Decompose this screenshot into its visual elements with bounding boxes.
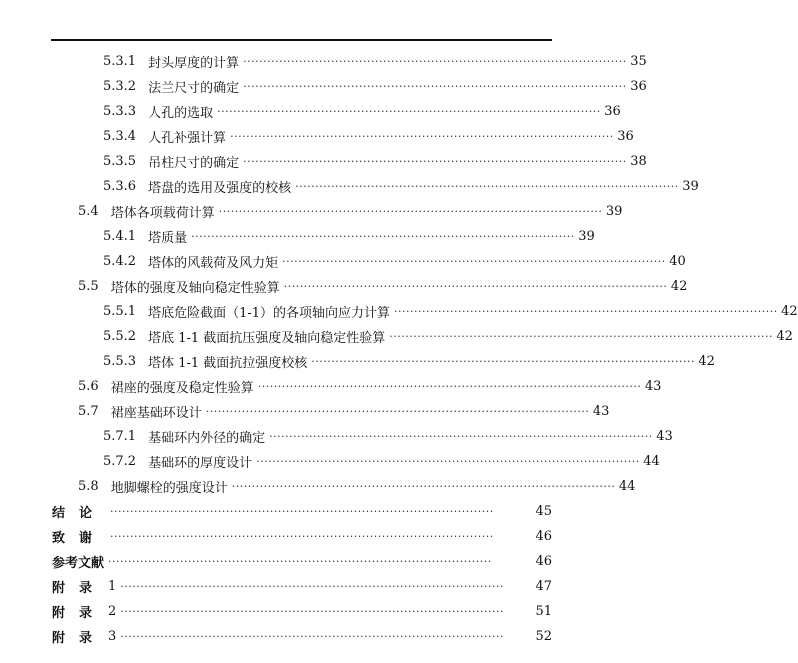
toc-entry-appendix-3[interactable] xyxy=(0,624,585,649)
toc-number: 5.3.5 xyxy=(103,154,137,169)
toc-number: 5.3.4 xyxy=(103,129,137,144)
toc-page: 44 xyxy=(643,454,660,469)
toc-entry-5-5-2[interactable] xyxy=(0,324,793,349)
toc-suffix: 1 xyxy=(108,579,117,594)
toc-page: 42 xyxy=(781,304,798,319)
toc-page: 42 xyxy=(670,279,688,294)
toc-page: 47 xyxy=(535,579,552,594)
toc-title: 法兰尺寸的确定 xyxy=(148,81,240,96)
toc-title: 结论 xyxy=(52,506,107,521)
toc-entry-5-3-1[interactable] xyxy=(0,49,647,74)
toc-title: 塔体各项载荷计算 xyxy=(110,206,215,221)
dot-leader: ································································································ xyxy=(311,355,695,368)
toc-page: 36 xyxy=(604,104,621,119)
toc-suffix: 3 xyxy=(108,629,117,644)
dot-leader: ································································································ xyxy=(283,280,668,293)
dot-leader: ································································································ xyxy=(205,405,590,418)
toc-entry-5-3-6[interactable] xyxy=(0,174,699,199)
toc-title: 附录 xyxy=(52,606,107,621)
toc-entry-5-3-2[interactable] xyxy=(0,74,647,99)
toc-number: 5.7.2 xyxy=(103,454,137,469)
dot-leader: ································································································ xyxy=(256,455,640,468)
dot-leader: ································································································ xyxy=(110,530,494,543)
dot-leader: ································································································ xyxy=(218,205,603,218)
toc-number: 5.4.1 xyxy=(103,229,137,244)
dot-leader: ································································································ xyxy=(282,255,666,268)
toc-page: 39 xyxy=(578,229,595,244)
toc-page: 42 xyxy=(698,354,715,369)
toc-entry-conclusion[interactable] xyxy=(0,499,585,524)
toc-entry-5-6[interactable] xyxy=(0,374,662,399)
toc-number: 5.7 xyxy=(78,404,99,419)
toc-title: 人孔的选取 xyxy=(148,106,214,121)
dot-leader: ································································································ xyxy=(191,230,575,243)
toc-page: 43 xyxy=(656,429,673,444)
dot-leader: ································································································ xyxy=(257,380,642,393)
toc-number: 5.5.2 xyxy=(103,329,137,344)
toc-title: 裙座基础环设计 xyxy=(110,406,202,421)
toc-title: 塔底 1-1 截面抗压强度及轴向稳定性验算 xyxy=(148,331,386,346)
toc-entry-references[interactable] xyxy=(0,549,585,574)
dot-leader: ································································································ xyxy=(243,80,627,93)
toc-number: 5.5 xyxy=(78,279,99,294)
table-of-contents xyxy=(0,49,798,649)
toc-page: 43 xyxy=(644,379,662,394)
toc-title: 塔体 1-1 截面抗拉强度校核 xyxy=(148,356,308,371)
toc-title: 塔盘的选用及强度的校核 xyxy=(148,181,292,196)
dot-leader: ································································································ xyxy=(389,330,773,343)
toc-entry-5-5-3[interactable] xyxy=(0,349,715,374)
toc-title: 地脚螺栓的强度设计 xyxy=(110,481,228,496)
toc-entry-appendix-1[interactable] xyxy=(0,574,585,599)
toc-page: 44 xyxy=(618,479,636,494)
dot-leader: ································································································ xyxy=(120,630,504,643)
toc-page: 42 xyxy=(776,329,793,344)
dot-leader: ································································································ xyxy=(269,430,653,443)
toc-title: 附录 xyxy=(52,631,107,646)
toc-page: 43 xyxy=(592,404,610,419)
toc-number: 5.3.1 xyxy=(103,54,137,69)
toc-page: 35 xyxy=(630,54,647,69)
toc-title: 吊柱尺寸的确定 xyxy=(148,156,240,171)
toc-page: 38 xyxy=(630,154,647,169)
toc-entry-5-7-2[interactable] xyxy=(0,449,660,474)
toc-page: 46 xyxy=(535,554,552,569)
toc-entry-5-5[interactable] xyxy=(0,274,688,299)
toc-page: 51 xyxy=(535,604,552,619)
toc-entry-5-8[interactable] xyxy=(0,474,636,499)
toc-title: 基础环的厚度设计 xyxy=(148,456,253,471)
toc-title: 塔质量 xyxy=(148,231,188,246)
toc-entry-5-5-1[interactable] xyxy=(0,299,798,324)
toc-number: 5.3.2 xyxy=(103,79,137,94)
toc-entry-5-3-4[interactable] xyxy=(0,124,634,149)
toc-entry-5-3-5[interactable] xyxy=(0,149,647,174)
toc-entry-5-7-1[interactable] xyxy=(0,424,673,449)
toc-page: 45 xyxy=(535,504,552,519)
dot-leader: ································································································ xyxy=(120,605,504,618)
dot-leader: ································································································ xyxy=(110,505,494,518)
toc-number: 5.5.3 xyxy=(103,354,137,369)
dot-leader: ································································································ xyxy=(120,580,504,593)
toc-page: 39 xyxy=(605,204,623,219)
toc-page: 39 xyxy=(682,179,699,194)
toc-entry-5-7[interactable] xyxy=(0,399,610,424)
toc-entry-appendix-2[interactable] xyxy=(0,599,585,624)
dot-leader: ································································································ xyxy=(295,180,679,193)
dot-leader: ································································································ xyxy=(243,55,627,68)
dot-leader: ································································································ xyxy=(230,130,614,143)
toc-suffix: 2 xyxy=(108,604,117,619)
toc-page: 36 xyxy=(617,129,634,144)
toc-title: 塔体的风载荷及风力矩 xyxy=(148,256,279,271)
toc-number: 5.4 xyxy=(78,204,99,219)
toc-title: 附录 xyxy=(52,581,107,596)
toc-title: 塔底危险截面（1-1）的各项轴向应力计算 xyxy=(148,306,391,321)
dot-leader: ································································································ xyxy=(108,555,492,568)
toc-number: 5.4.2 xyxy=(103,254,137,269)
toc-page: 36 xyxy=(630,79,647,94)
toc-entry-5-4-2[interactable] xyxy=(0,249,686,274)
toc-number: 5.7.1 xyxy=(103,429,137,444)
toc-entry-5-4-1[interactable] xyxy=(0,224,595,249)
toc-page: 52 xyxy=(535,629,552,644)
toc-title: 封头厚度的计算 xyxy=(148,56,240,71)
dot-leader: ································································································ xyxy=(394,305,778,318)
toc-entry-5-4[interactable] xyxy=(0,199,623,224)
toc-entry-acknowledgement[interactable] xyxy=(0,524,585,549)
dot-leader: ································································································ xyxy=(243,155,627,168)
toc-number: 5.5.1 xyxy=(103,304,137,319)
toc-title: 基础环内外径的确定 xyxy=(148,431,266,446)
toc-title: 致谢 xyxy=(52,531,107,546)
dot-leader: ································································································ xyxy=(217,105,601,118)
toc-page: 40 xyxy=(669,254,686,269)
toc-number: 5.3.3 xyxy=(103,104,137,119)
toc-title: 人孔补强计算 xyxy=(148,131,227,146)
toc-entry-5-3-3[interactable] xyxy=(0,99,621,124)
toc-number: 5.3.6 xyxy=(103,179,137,194)
toc-title: 裙座的强度及稳定性验算 xyxy=(110,381,254,396)
toc-page: 46 xyxy=(535,529,552,544)
toc-number: 5.8 xyxy=(78,479,99,494)
toc-title: 参考文献 xyxy=(52,556,105,571)
toc-title: 塔体的强度及轴向稳定性验算 xyxy=(110,281,280,296)
dot-leader: ································································································ xyxy=(231,480,616,493)
toc-number: 5.6 xyxy=(78,379,99,394)
top-rule xyxy=(51,39,552,41)
